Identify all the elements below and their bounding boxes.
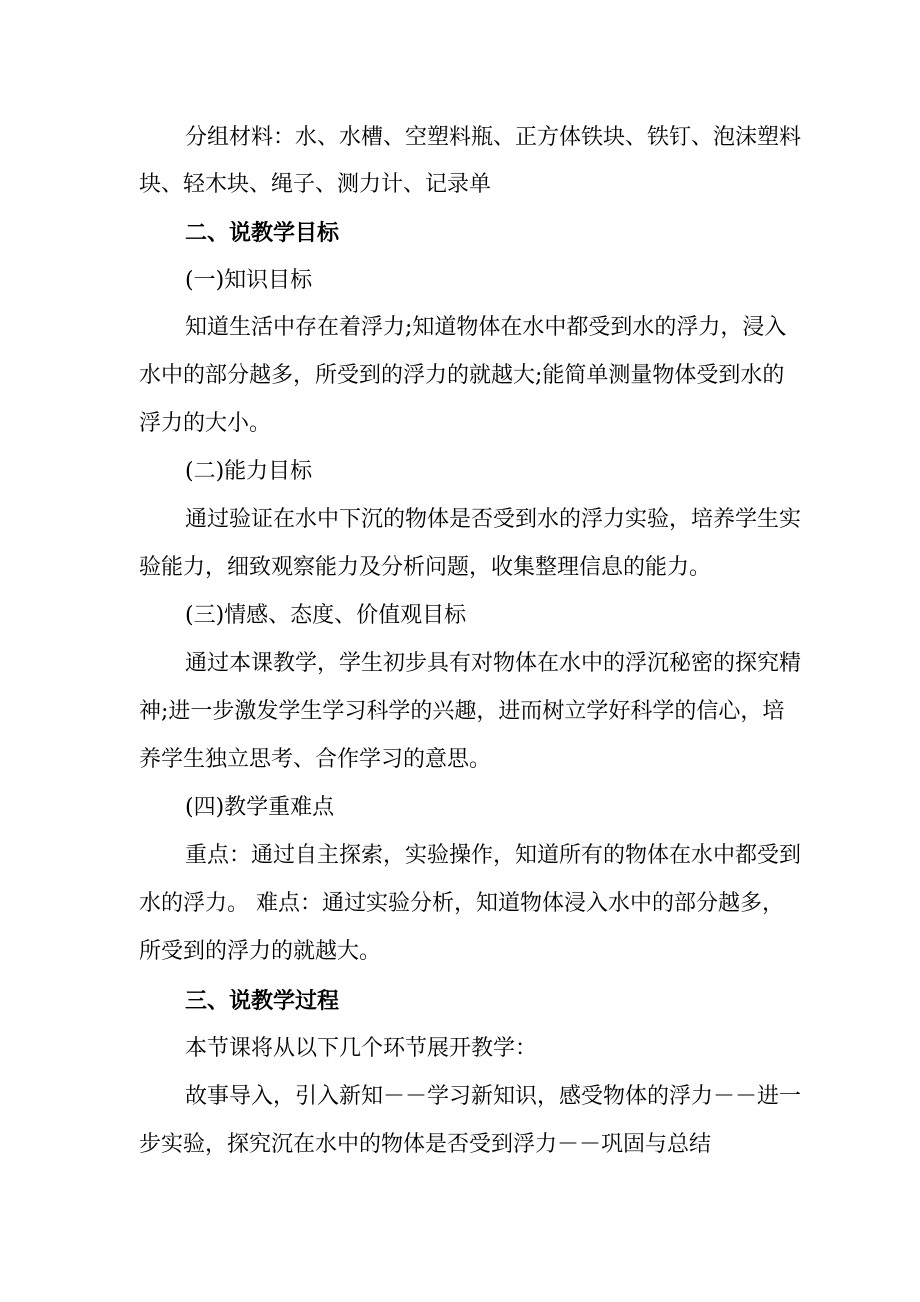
process-intro: 本节课将从以下几个环节展开教学： xyxy=(185,1036,538,1061)
emotion-goal-line-1: 通过本课教学，学生初步具有对物体在水中的浮沉秘密的探究精 xyxy=(185,651,802,676)
process-line-2: 步实验，探究沉在水中的物体是否受到浮力－－巩固与总结 xyxy=(139,1132,712,1157)
key-points-line-3: 所受到的浮力的就越大。 xyxy=(139,939,382,964)
knowledge-goal-heading: (一)知识目标 xyxy=(185,268,313,293)
materials-line-2: 块、轻木块、绳子、测力计、记录单 xyxy=(139,172,492,197)
key-points-line-1: 重点：通过自主探索，实验操作，知道所有的物体在水中都受到 xyxy=(185,843,802,868)
section-2-heading: 二、说教学目标 xyxy=(185,220,340,246)
knowledge-goal-line-3: 浮力的大小。 xyxy=(139,411,272,436)
emotion-goal-heading: (三)情感、态度、价值观目标 xyxy=(185,603,467,628)
emotion-goal-line-2: 神;进一步激发学生学习科学的兴趣，进而树立学好科学的信心，培 xyxy=(139,699,785,724)
knowledge-goal-line-1: 知道生活中存在着浮力;知道物体在水中都受到水的浮力，浸入 xyxy=(185,315,787,340)
emotion-goal-line-3: 养学生独立思考、合作学习的意思。 xyxy=(139,747,492,772)
materials-line-1: 分组材料：水、水槽、空塑料瓶、正方体铁块、铁钉、泡沫塑料 xyxy=(185,125,802,150)
ability-goal-line-2: 验能力，细致观察能力及分析问题，收集整理信息的能力。 xyxy=(139,555,712,580)
ability-goal-heading: (二)能力目标 xyxy=(185,459,313,484)
key-points-line-2: 水的浮力。 难点：通过实验分析，知道物体浸入水中的部分越多， xyxy=(139,891,784,916)
process-line-1: 故事导入，引入新知－－学习新知识，感受物体的浮力－－进一 xyxy=(185,1084,802,1109)
ability-goal-line-1: 通过验证在水中下沉的物体是否受到水的浮力实验，培养学生实 xyxy=(185,507,802,532)
knowledge-goal-line-2: 水中的部分越多，所受到的浮力的就越大;能简单测量物体受到水的 xyxy=(139,363,785,388)
key-points-heading: (四)教学重难点 xyxy=(185,795,335,820)
section-3-heading: 三、说教学过程 xyxy=(185,988,340,1014)
